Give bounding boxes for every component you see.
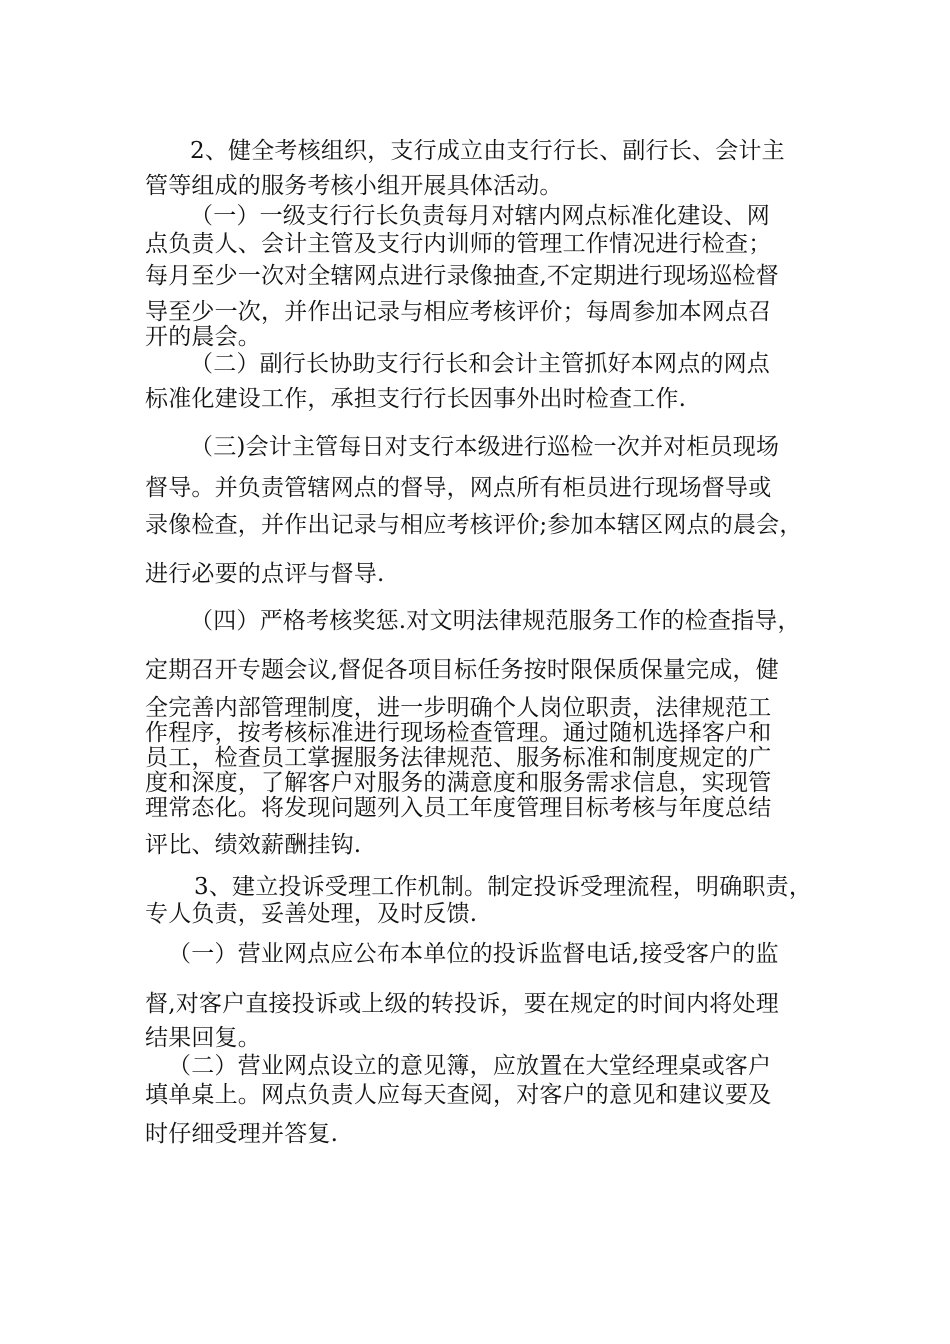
text-line: 导至少一次，并作出记录与相应考核评价；每周参加本网点召	[145, 299, 772, 325]
text-line: 时仔细受理并答复.	[145, 1121, 339, 1147]
text-line: （二）副行长协助支行行长和会计主管抓好本网点的网点	[190, 351, 770, 377]
text-line: 评比、绩效薪酬挂钩.	[145, 832, 362, 858]
text-line: 督导。并负责管辖网点的督导，网点所有柜员进行现场督导或	[145, 475, 772, 501]
text-line: 2、健全考核组织，支行成立由支行行长、副行长、会计主	[190, 138, 785, 164]
text-line: 录像检查，并作出记录与相应考核评价;参加本辖区网点的晨会，	[145, 512, 803, 538]
text-line: 专人负责，妥善处理，及时反馈.	[145, 901, 478, 927]
text-line: 填单桌上。网点负责人应每天查阅，对客户的意见和建议要及	[145, 1082, 772, 1108]
text-line: （四）严格考核奖惩.对文明法律规范服务工作的检查指导，	[190, 608, 801, 634]
text-line: 全完善内部管理制度，进一步明确个人岗位职责，法律规范工	[145, 695, 772, 721]
text-line: （三)会计主管每日对支行本级进行巡检一次并对柜员现场	[190, 434, 780, 460]
text-line: 度和深度，了解客户对服务的满意度和服务需求信息，实现管	[145, 770, 772, 796]
text-line: 作程序，按考核标准进行现场检查管理。通过随机选择客户和	[145, 720, 772, 746]
text-line: 点负责人、会计主管及支行内训师的管理工作情况进行检查；	[145, 231, 772, 257]
text-line: 进行必要的点评与督导.	[145, 561, 385, 587]
text-line: 理常态化。将发现问题列入员工年度管理目标考核与年度总结	[145, 795, 772, 821]
text-line: 管等组成的服务考核小组开展具体活动。	[145, 173, 563, 199]
text-line: 员工，检查员工掌握服务法律规范、服务标准和制度规定的广	[145, 745, 772, 771]
text-line: （二）营业网点设立的意见簿，应放置在大堂经理桌或客户	[168, 1053, 772, 1079]
text-line: 定期召开专题会议,督促各项目标任务按时限保质保量完成，健	[145, 657, 779, 683]
text-line: （一）营业网点应公布本单位的投诉监督电话,接受客户的监	[168, 941, 779, 967]
text-line: （一）一级支行行长负责每月对辖内网点标准化建设、网	[190, 203, 770, 229]
text-line: 3、建立投诉受理工作机制。制定投诉受理流程，明确职责，	[194, 874, 813, 900]
text-line: 开的晨会。	[145, 324, 261, 350]
text-line: 每月至少一次对全辖网点进行录像抽查,不定期进行现场巡检督	[145, 263, 779, 289]
text-line: 标准化建设工作，承担支行行长因事外出时检查工作.	[145, 386, 687, 412]
text-line: 督,对客户直接投诉或上级的转投诉，要在规定的时间内将处理	[145, 991, 779, 1017]
text-line: 结果回复。	[145, 1025, 261, 1051]
